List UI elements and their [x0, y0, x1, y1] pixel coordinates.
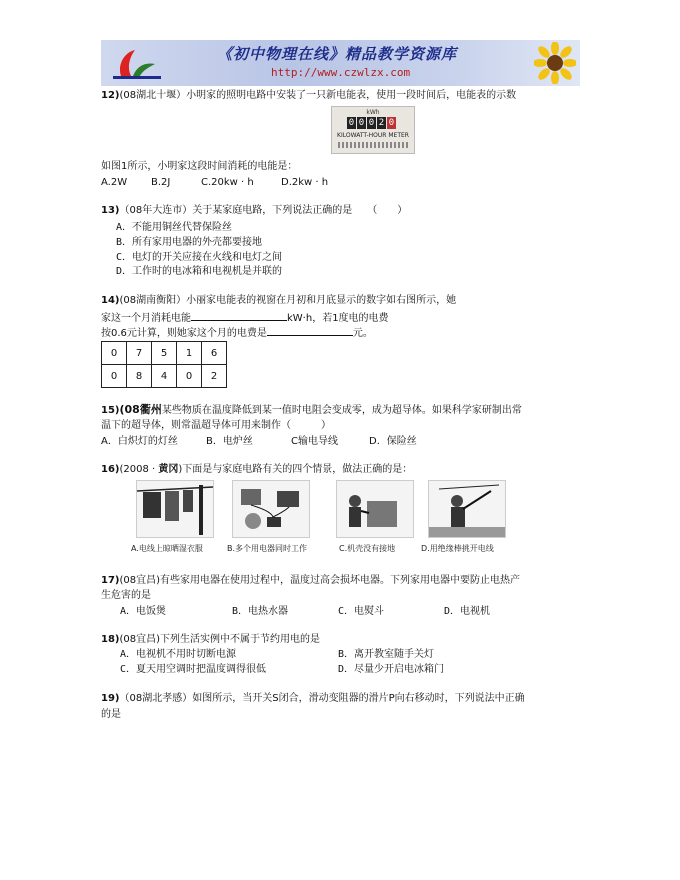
table-cell: 0 [177, 365, 202, 388]
meter-digit: 0 [348, 118, 355, 128]
q14-line2 [101, 310, 389, 326]
q13-option-d: D．工作时的电冰箱和电视机是并联的 [116, 266, 283, 277]
q15-stem-1: 某些物质在温度降低到某一值时电阻会变成零，成为超导体。如果科学家研制出常 [161, 405, 522, 416]
site-logo-icon [107, 46, 167, 82]
q16-number: 16) [101, 464, 120, 475]
q17-stem-1: (08宜昌)有些家用电器在使用过程中，温度过高会损坏电器。下列家用电器中要防止电热产 [119, 575, 521, 586]
q18-option-c: C．夏天用空调时把温度调得很低 [120, 664, 267, 675]
q16-stem [101, 463, 412, 477]
insulated-rod-image [428, 480, 506, 538]
q19-line1 [101, 692, 525, 706]
q17-stem-2: 生危害的是 [101, 590, 151, 601]
q14-blank-cost[interactable] [267, 325, 353, 336]
q17-option-a: A．电饭煲 [120, 606, 167, 617]
table-cell: 8 [127, 365, 152, 388]
q13-option-c: C．电灯的开关应接在火线和电灯之间 [116, 252, 283, 263]
overloaded-outlet-image [232, 480, 310, 538]
q17-line1 [101, 574, 520, 588]
q16-caption-d: D.用绝缘棒挑开电线 [421, 544, 494, 553]
q15-option-d: D．保险丝 [369, 436, 417, 447]
q12-option-c: C.20kw · h [201, 177, 254, 188]
table-row [102, 365, 227, 388]
meter-unit: kWh [366, 109, 380, 116]
q14-line1 [101, 294, 456, 308]
q16-caption-c: C.机壳没有接地 [339, 544, 396, 553]
q17-option-c: C．电熨斗 [338, 606, 385, 617]
meter-digit: 0 [358, 118, 365, 128]
table-cell: 7 [127, 342, 152, 365]
q18-option-d: D．尽量少开启电冰箱门 [338, 664, 445, 675]
sunflower-icon [534, 42, 576, 84]
q14-stem-3b: 元。 [352, 328, 373, 339]
q18-number: 18) [101, 634, 120, 645]
banner-url: http://www.czwlzx.com [271, 66, 411, 79]
table-cell: 4 [152, 365, 177, 388]
table-cell: 6 [202, 342, 227, 365]
wet-clothes-on-wire-image [136, 480, 214, 538]
q12-option-d: D.2kw · h [281, 177, 329, 188]
q18-option-b: B．离开教室随手关灯 [338, 649, 435, 660]
q14-blank-energy[interactable] [191, 310, 287, 321]
q19-stem-1: （08湖北孝感）如图所示，当开关S闭合，滑动变阻器的滑片P向右移动时，下列说法中正确 [119, 693, 525, 704]
meter-digits [347, 117, 396, 129]
meter-readings-table [101, 341, 227, 388]
q15-stem-2: 温下的超导体，则常温超导体可用来制作（ ） [101, 420, 331, 431]
q12-option-a: A.2W [101, 177, 128, 188]
electric-meter-image [331, 106, 415, 154]
q16-stem-pre: (2008 · [119, 464, 159, 475]
banner-title: 《初中物理在线》精品教学资源库 [217, 45, 458, 63]
q18-option-a: A．电视机不用时切断电源 [120, 649, 237, 660]
q14-stem-3a: 按0.6元计算，则她家这个月的电费是 [101, 328, 267, 339]
table-cell: 2 [202, 365, 227, 388]
q14-number: 14) [101, 295, 120, 306]
meter-label: KILOWATT-HOUR METER [337, 132, 409, 139]
q15-source: (08衢州 [119, 403, 162, 416]
q16-stem-post: )下面是与家庭电路有关的四个情景，做法正确的是： [178, 464, 413, 475]
q16-caption-a: A.电线上晾晒湿衣服 [131, 544, 203, 553]
ungrounded-casing-image [336, 480, 414, 538]
q18-stem [101, 633, 320, 647]
q13-option-a: A．不能用铜丝代替保险丝 [116, 222, 233, 233]
table-cell: 0 [102, 342, 127, 365]
q15-option-b: B．电炉丝 [206, 436, 253, 447]
q12-stem-2: 如图1所示，小明家这段时间消耗的电能是： [101, 161, 298, 172]
q15-option-c: C输电导线 [291, 436, 338, 447]
q14-line3 [101, 325, 373, 341]
q17-option-d: D．电视机 [444, 606, 491, 617]
q13-stem [101, 204, 407, 218]
q17-option-b: B．电热水器 [232, 606, 289, 617]
q13-stem-text: （08年大连市）关于某家庭电路，下列说法正确的是 （ ） [119, 205, 408, 216]
table-cell: 0 [102, 365, 127, 388]
q15-option-a: A．白炽灯的灯丝 [101, 436, 178, 447]
q12-option-b: B.2J [151, 177, 171, 188]
q12-line1 [101, 89, 516, 103]
q14-stem-2b: kW·h，若1度电的电费 [287, 313, 389, 324]
meter-scale [338, 142, 408, 148]
q16-caption-b: B.多个用电器同时工作 [227, 544, 308, 553]
table-cell: 1 [177, 342, 202, 365]
q12-stem-1: (08湖北十堰）小明家的照明电路中安装了一只新电能表，使用一段时间后，电能表的示数 [119, 90, 517, 101]
q17-number: 17) [101, 575, 120, 586]
q15-line1 [101, 403, 522, 418]
table-row [102, 342, 227, 365]
q19-stem-2: 的是 [101, 709, 121, 720]
q14-stem-1: (08湖南衡阳）小丽家电能表的视窗在月初和月底显示的数字如右图所示，她 [119, 295, 457, 306]
q13-number: 13) [101, 205, 120, 216]
q18-stem-text: (08宜昌)下列生活实例中不属于节约用电的是 [119, 634, 321, 645]
q19-number: 19) [101, 693, 120, 704]
meter-digit: 2 [378, 118, 385, 128]
header-banner [101, 40, 580, 86]
q13-option-b: B．所有家用电器的外壳都要接地 [116, 237, 263, 248]
q14-stem-2a: 家这一个月消耗电能 [101, 313, 191, 324]
q15-number: 15) [101, 405, 120, 416]
meter-digit: 0 [388, 118, 395, 128]
meter-digit: 0 [368, 118, 375, 128]
q16-city: 黄冈 [158, 464, 179, 475]
q12-number: 12) [101, 90, 120, 101]
table-cell: 5 [152, 342, 177, 365]
